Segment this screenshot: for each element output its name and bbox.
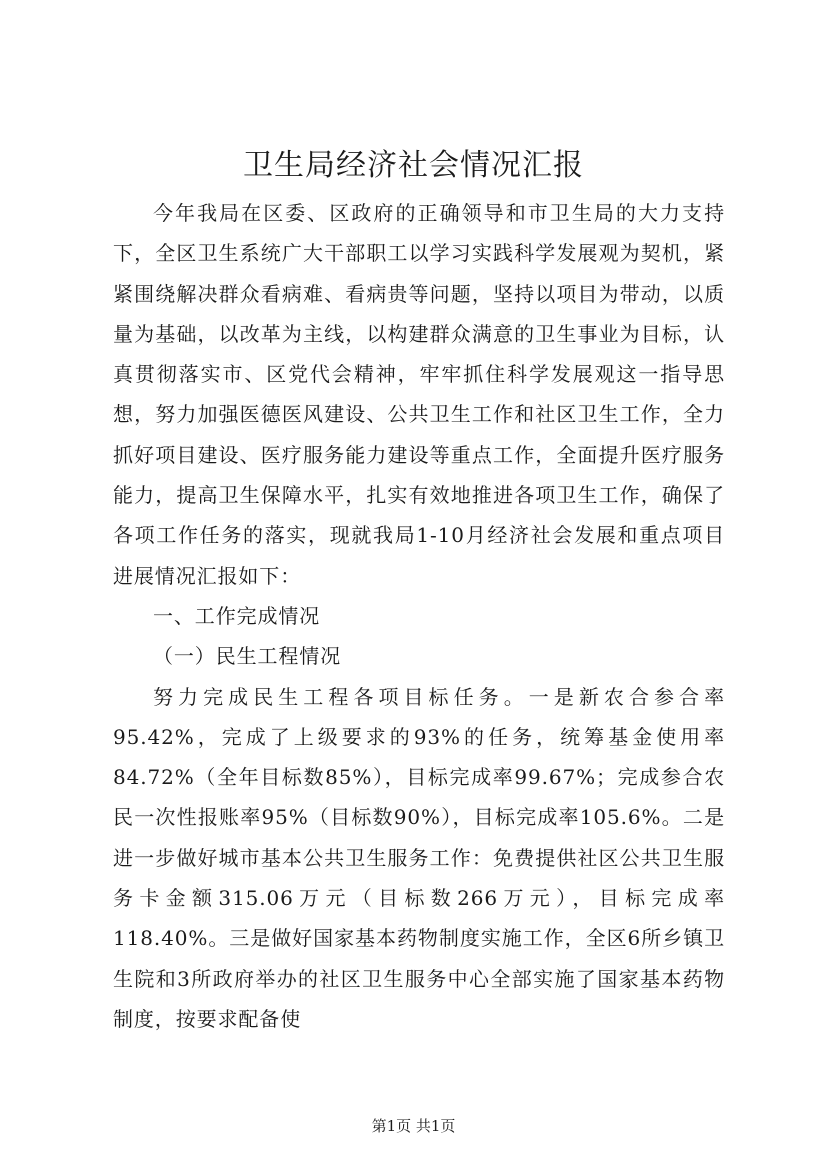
subsection-heading: （一）民生工程情况 (153, 644, 342, 669)
document-body (113, 193, 725, 1039)
livelihood-paragraph: 努力完成民生工程各项目标任务。一是新农合参合率95.42%，完成了上级要求的93%的任务，统筹基金使用率84.72%（全年目标数85%），目标完成率99.67%；完成参合农民一次性报账率95%（目标数90%），目标完成率105.6%。二是进一步做好城市基本公共卫生服务工作：免费提供社区公共卫生服务卡金额315.06万元（目标数266万元），目标完成率118.40%。三是做好国家基本药物制度实施工作，全区6所乡镇卫生院和3所政府举办的社区卫生服务中心全部实施了国家基本药物制度，按要求配备使 (113, 684, 725, 1031)
document-title: 卫生局经济社会情况汇报 (243, 148, 584, 183)
intro-paragraph: 今年我局在区委、区政府的正确领导和市卫生局的大力支持下，全区卫生系统广大干部职工以学习实践科学发展观为契机，紧紧围绕解决群众看病难、看病贵等问题，坚持以项目为带动，以质量为基础，以改革为主线，以构建群众满意的卫生事业为目标，认真贯彻落实市、区党代会精神，牢牢抓住科学发展观这一指导思想，努力加强医德医风建设、公共卫生工作和社区卫生工作，全力抓好项目建设、医疗服务能力建设等重点工作，全面提升医疗服务能力，提高卫生保障水平，扎实有效地推进各项卫生工作，确保了各项工作任务的落实，现就我局1-10月经济社会发展和重点项目进展情况汇报如下： (113, 201, 725, 588)
page-footer: 第1页 共1页 (371, 1117, 456, 1135)
section-heading: 一、工作完成情况 (153, 603, 321, 628)
